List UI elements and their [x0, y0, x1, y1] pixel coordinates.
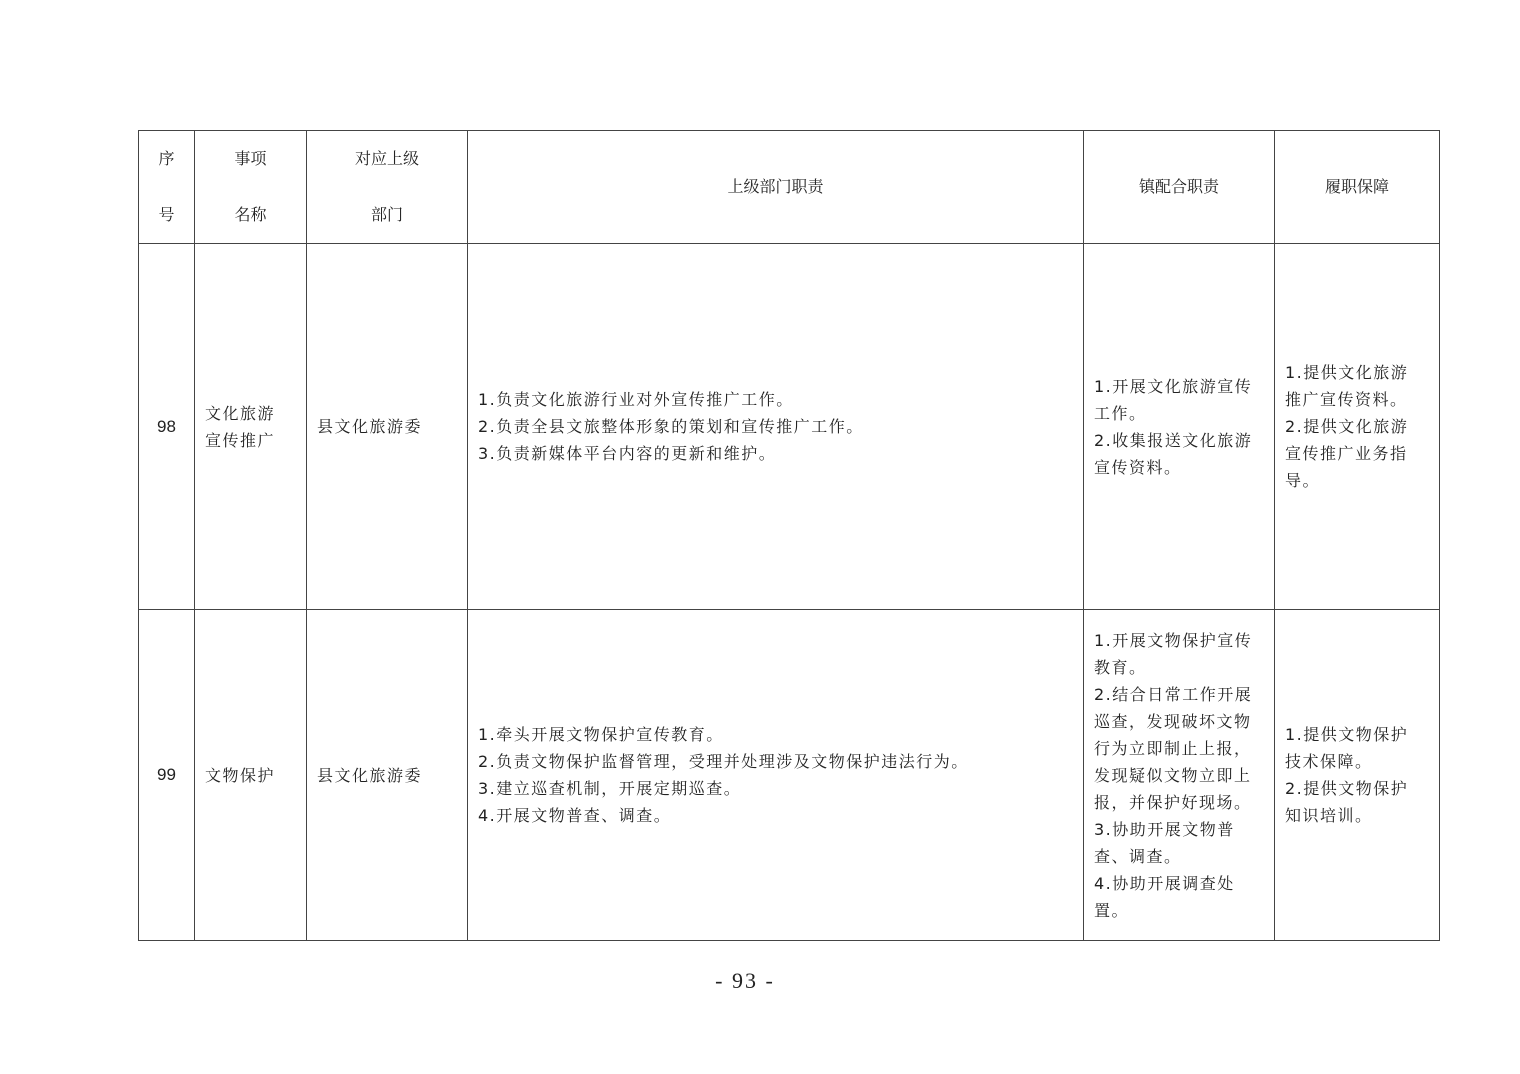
table-row: [139, 610, 1440, 941]
row-upper-duty: 1.牵头开展文物保护宣传教育。 2.负责文物保护监督管理，受理并处理涉及文物保护违法行为。 3.建立巡查机制，开展定期巡查。 4.开展文物普查、调查。: [468, 610, 1084, 941]
row-upper-duty: 1.负责文化旅游行业对外宣传推广工作。 2.负责全县文旅整体形象的策划和宣传推广工作。 3.负责新媒体平台内容的更新和维护。: [468, 244, 1084, 610]
header-dept: 对应上级 部门: [307, 131, 468, 244]
row-dept: 县文化旅游委: [307, 244, 468, 610]
duty-table: [138, 130, 1440, 941]
row-town-duty: 1.开展文化旅游宣传 工作。 2.收集报送文化旅游 宣传资料。: [1084, 244, 1275, 610]
row-guarantee: 1.提供文物保护 技术保障。 2.提供文物保护 知识培训。: [1275, 610, 1440, 941]
header-town-duty: 镇配合职责: [1084, 131, 1275, 244]
row-item: 文物保护: [195, 610, 307, 941]
header-upper-duty: 上级部门职责: [468, 131, 1084, 244]
row-dept: 县文化旅游委: [307, 610, 468, 941]
header-row: [139, 131, 1440, 244]
row-seq: 98: [139, 244, 195, 610]
row-guarantee: 1.提供文化旅游 推广宣传资料。 2.提供文化旅游 宣传推广业务指 导。: [1275, 244, 1440, 610]
row-town-duty: 1.开展文物保护宣传 教育。 2.结合日常工作开展 巡查，发现破坏文物 行为立即制止上报， 发现疑似文物立即上 报，并保护好现场。 3.协助开展文物普 查、调查。 4.协助开展调查处 置。: [1084, 610, 1275, 941]
row-item: 文化旅游 宣传推广: [195, 244, 307, 610]
header-guarantee: 履职保障: [1275, 131, 1440, 244]
header-seq: 序 号: [139, 131, 195, 244]
table-row: [139, 244, 1440, 610]
row-seq: 99: [139, 610, 195, 941]
header-item: 事项 名称: [195, 131, 307, 244]
page-number: - 93 -: [715, 968, 775, 993]
